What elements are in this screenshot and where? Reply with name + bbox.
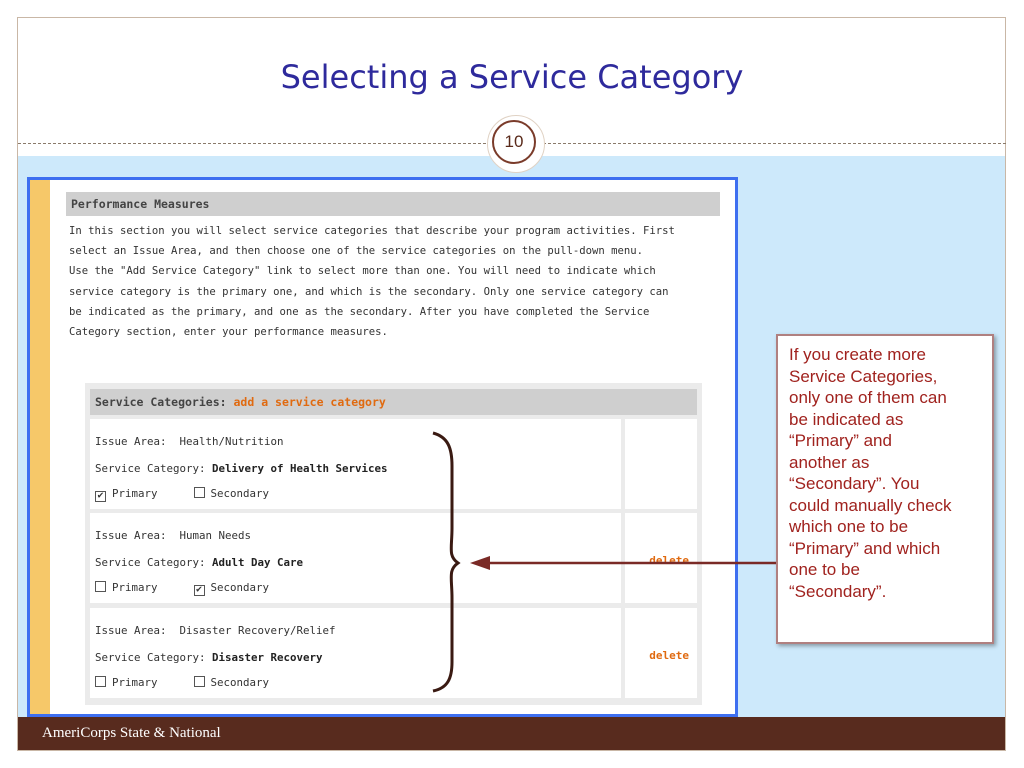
performance-measures-intro <box>69 221 719 342</box>
explanation-callout <box>776 334 994 644</box>
callout-line: Service Categories, <box>789 366 938 386</box>
issue-area-value[interactable]: Health/Nutrition <box>179 435 284 448</box>
callout-line: “Secondary”. <box>789 581 887 601</box>
issue-area-line <box>95 529 251 542</box>
primary-secondary-options <box>95 487 269 502</box>
delete-link[interactable]: delete <box>649 554 689 567</box>
primary-checkbox[interactable] <box>95 581 106 592</box>
service-category-value[interactable]: Adult Day Care <box>212 556 304 569</box>
service-category-row <box>90 608 621 698</box>
intro-line: In this section you will select service categories that describe your program activities. First <box>69 225 675 237</box>
primary-label: Primary <box>112 676 158 689</box>
service-category-line <box>95 462 388 475</box>
service-categories-header <box>90 389 697 415</box>
intro-line: service category is the primary one, and which is the secondary. Only one service category can <box>69 285 669 298</box>
callout-line: one to be <box>789 560 860 579</box>
service-category-row <box>90 419 621 509</box>
performance-measures-header: Performance Measures <box>66 192 720 216</box>
issue-area-label: Issue Area: <box>95 529 167 542</box>
footer-text: AmeriCorps State & National <box>42 725 221 741</box>
primary-label: Primary <box>112 487 158 500</box>
intro-line: select an Issue Area, and then choose one of the service categories on the pull-down menu. <box>69 245 644 258</box>
row-actions <box>625 608 697 698</box>
secondary-checkbox[interactable]: ✔ <box>194 585 205 596</box>
callout-line: “Secondary”. You <box>789 474 920 493</box>
primary-checkbox[interactable]: ✔ <box>95 491 106 502</box>
callout-line: If you create more <box>789 345 927 364</box>
intro-line: be indicated as the primary, and one as the secondary. After you have completed the Service <box>69 305 650 318</box>
row-actions <box>625 419 697 509</box>
callout-line: “Primary” and which <box>789 538 941 558</box>
issue-area-label: Issue Area: <box>95 624 167 637</box>
primary-checkbox[interactable] <box>95 676 106 687</box>
secondary-label: Secondary <box>210 581 270 594</box>
service-category-row <box>90 513 621 603</box>
callout-line: “Primary” and <box>789 431 892 450</box>
service-categories-panel <box>85 383 702 705</box>
service-category-value[interactable]: Disaster Recovery <box>212 651 323 664</box>
slide-title: Selecting a Service Category <box>280 58 744 96</box>
callout-line: be indicated as <box>789 409 904 429</box>
issue-area-line <box>95 435 284 448</box>
service-category-label: Service Category: <box>95 462 206 475</box>
service-category-label: Service Category: <box>95 556 206 569</box>
intro-line: Use the "Add Service Category" link to select more than one. You will need to indicate which <box>69 265 656 278</box>
service-category-label: Service Category: <box>95 651 206 664</box>
delete-link[interactable]: delete <box>649 649 689 662</box>
callout-line: which one to be <box>789 517 909 536</box>
service-category-line <box>95 651 323 664</box>
secondary-checkbox[interactable] <box>194 487 205 498</box>
issue-area-label: Issue Area: <box>95 435 167 448</box>
secondary-label: Secondary <box>210 676 270 689</box>
primary-label: Primary <box>112 581 158 594</box>
primary-secondary-options <box>95 676 269 689</box>
add-service-category-link[interactable]: add a service category <box>233 395 386 409</box>
row-actions <box>625 513 697 603</box>
secondary-checkbox[interactable] <box>194 676 205 687</box>
screenshot-side-bar <box>30 180 50 717</box>
callout-line: only one of them can <box>789 388 947 407</box>
service-categories-label: Service Categories: <box>95 395 227 409</box>
page-number-badge: 10 <box>492 120 536 164</box>
secondary-label: Secondary <box>210 487 270 500</box>
issue-area-value[interactable]: Disaster Recovery/Relief <box>179 624 336 637</box>
callout-line: could manually check <box>789 495 952 515</box>
intro-line: Category section, enter your performance measures. <box>69 326 388 339</box>
service-category-value[interactable]: Delivery of Health Services <box>212 462 388 475</box>
issue-area-value[interactable]: Human Needs <box>179 529 252 542</box>
issue-area-line <box>95 624 336 637</box>
primary-secondary-options <box>95 581 269 596</box>
callout-line: another as <box>789 452 870 472</box>
service-category-line <box>95 556 303 569</box>
form-screenshot <box>27 177 738 717</box>
